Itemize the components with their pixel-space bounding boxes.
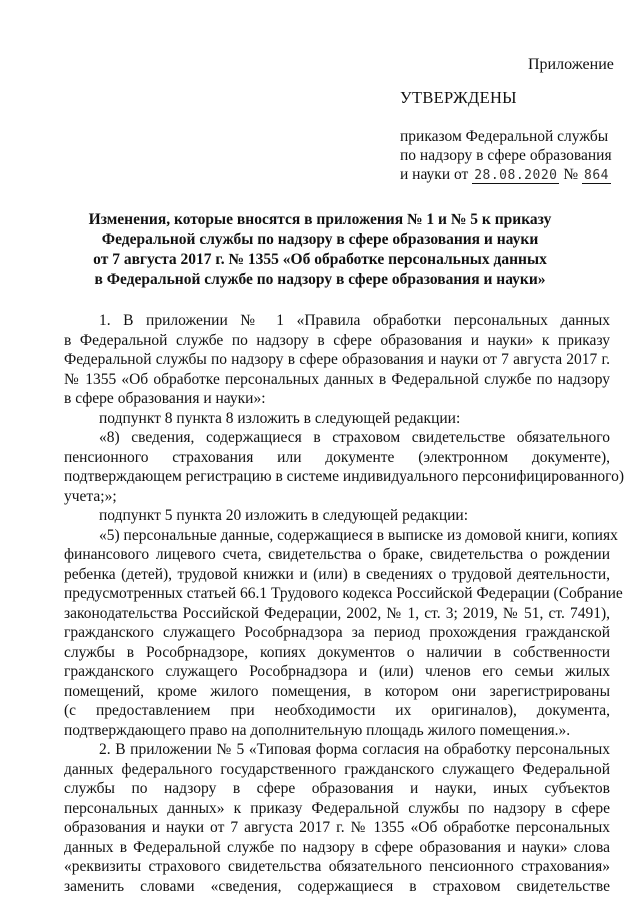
body-line: данных в Федеральной службе по надзору в сфере образования и науки» слова (64, 838, 610, 856)
order-date: 28.08.2020 (474, 168, 558, 183)
body-line: Федеральной службы по надзору в сфере образования и науки от 7 августа 2017 г. (64, 351, 610, 368)
body-line: в сфере образования и науки»: (64, 390, 266, 407)
body-line: финансового лицевого счета, свидетельства о браке, свидетельства о рождении (64, 546, 610, 563)
body-line: данных федерального государственного гражданского служащего Федеральной (64, 760, 610, 778)
order-line-3 (400, 165, 612, 185)
body-line: подпункт 5 пункта 20 изложить в следующей редакции: (99, 507, 469, 524)
approved-label: УТВЕРЖДЕНЫ (400, 88, 517, 107)
body-line: подтверждающем регистрацию в системе индивидуального персонифицированного) (64, 468, 624, 485)
appendix-label: Приложение (528, 56, 614, 73)
order-reference (400, 127, 612, 185)
body-line: гражданского служащего Рособрнадзора и (или) членов его семьи жилых (64, 663, 610, 680)
order-line-2: по надзору в сфере образования (400, 147, 612, 164)
document-title (0, 210, 640, 290)
body-line: пенсионного страхования или документе (электронном документе), (64, 448, 610, 466)
body-line: в Федеральной службе по надзору в сфере образования и науки» к приказу (64, 331, 610, 349)
body-line: «5) персональные данные, содержащиеся в выписке из домовой книги, копиях (99, 526, 618, 544)
body-line: подпункт 8 пункта 8 изложить в следующей редакции: (99, 409, 461, 427)
body-line: персональных данных» к приказу Федеральной службы по надзору в сфере (64, 799, 610, 817)
body-line: образования и науки от 7 августа 2017 г. № 1355 «Об обработке персональных (64, 819, 610, 836)
order-line-3-prefix: и науки от (400, 166, 469, 183)
body-line: предусмотренных статьей 66.1 Трудового кодекса Российской Федерации (Собрание (64, 585, 623, 602)
body-line: помещений, кроме жилого помещения, в котором они зарегистрированы (64, 682, 610, 700)
body-line: службы по надзору в сфере образования и науки, иных субъектов (64, 780, 610, 797)
document-body (64, 311, 624, 896)
body-line: службы в Рособрнадзоре, копиях документов о наличии в собственности (64, 643, 610, 661)
body-line: (с предоставлением при необходимости их оригиналов), документа, (64, 702, 610, 719)
body-line: 1. В приложении № 1 «Правила обработки персональных данных (99, 312, 610, 329)
body-line: ребенка (детей), трудовой книжки и (или) в сведениях о трудовой деятельности, (64, 565, 610, 583)
order-number-label: № (563, 166, 579, 183)
order-line-1: приказом Федеральной службы (400, 128, 609, 145)
title-line: от 7 августа 2017 г. № 1355 «Об обработке персональных данных (93, 251, 547, 268)
body-line: «реквизиты страхового свидетельства обязательного пенсионного страхования» (64, 858, 610, 875)
body-line: № 1355 «Об обработке персональных данных в Федеральной службе по надзору (64, 370, 610, 388)
body-line: гражданского служащего Рособрнадзора за период прохождения гражданской (64, 624, 610, 641)
title-line: Изменения, которые вносятся в приложения № 1 и № 5 к приказу (88, 211, 552, 228)
order-number: 864 (584, 168, 610, 183)
body-line: «8) сведения, содержащиеся в страховом свидетельстве обязательного (99, 429, 610, 446)
title-line: Федеральной службы по надзору в сфере образования и науки (101, 231, 539, 248)
body-line: законодательства Российской Федерации, 2002, № 1, ст. 3; 2019, № 51, ст. 7491), (64, 604, 610, 622)
body-line: заменить словами «сведения, содержащиеся в страховом свидетельстве (64, 877, 610, 895)
body-line: подтверждающего право на дополнительную площадь жилого помещения.». (64, 721, 571, 739)
body-line: учета;»; (64, 487, 117, 505)
body-line: 2. В приложении № 5 «Типовая форма согласия на обработку персональных (99, 741, 610, 758)
title-line: в Федеральной службе по надзору в сфере образования и науки» (94, 271, 546, 288)
